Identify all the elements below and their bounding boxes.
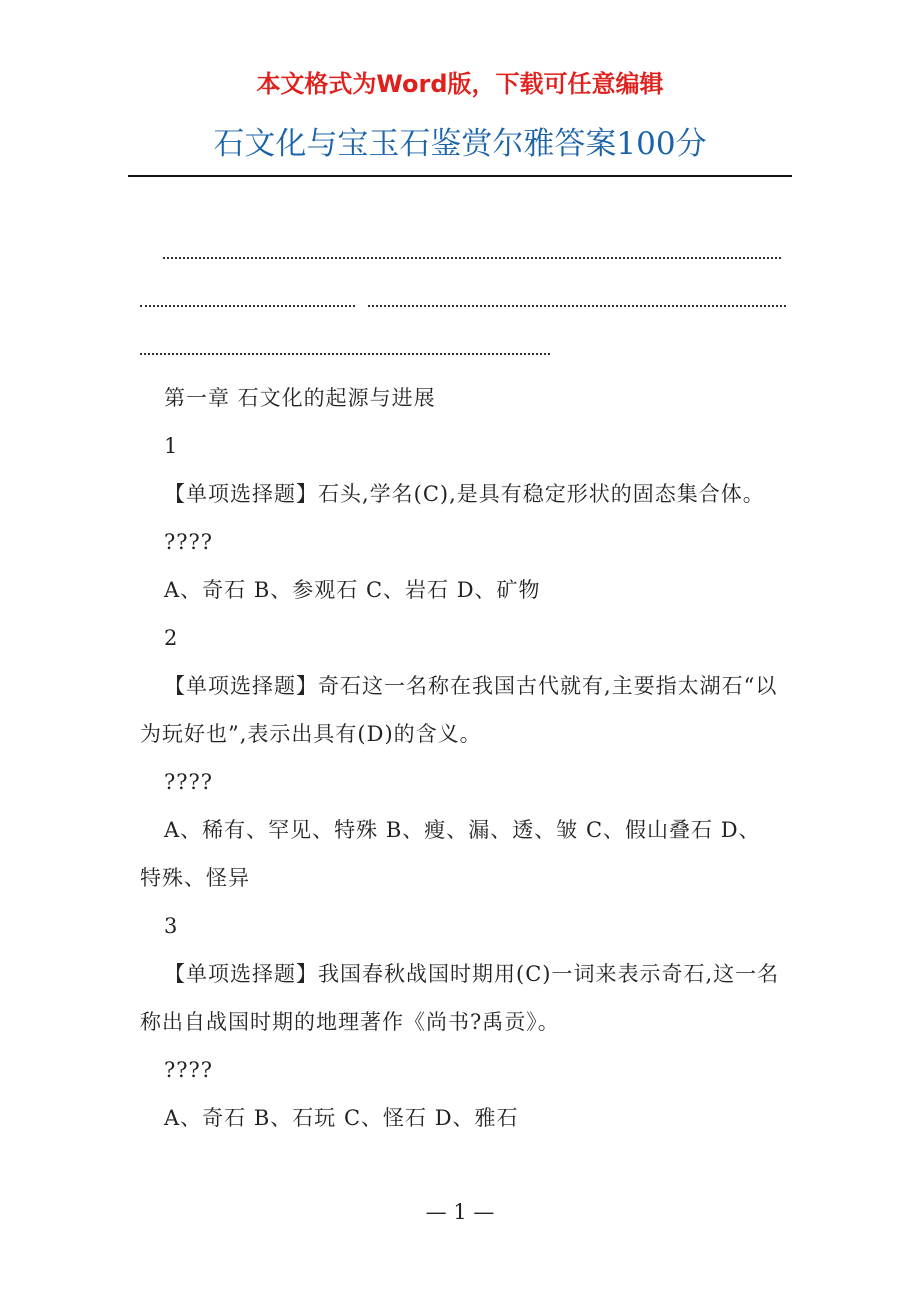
question-stem: 【单项选择题】奇石这一名称在我国古代就有,主要指太湖石“以为玩好也”,表示出具有(D)的含义。 — [140, 674, 778, 746]
question-options: A、稀有、罕见、特殊 B、瘦、漏、透、皱 C、假山叠石 D、特殊、怪异 — [140, 818, 761, 890]
question-number: 1 — [164, 434, 179, 458]
question-number: 2 — [164, 626, 179, 650]
dotted-line — [368, 305, 786, 307]
page-number: — 1 — — [425, 1200, 495, 1224]
question-options: A、奇石 B、参观石 C、岩石 D、矿物 — [164, 578, 541, 602]
dotted-line — [140, 353, 550, 355]
question-stem: 【单项选择题】石头,学名(C),是具有稳定形状的固态集合体。 — [164, 482, 765, 506]
question-number: 3 — [164, 914, 179, 938]
document-title: 石文化与宝玉石鉴赏尔雅答案100分 — [213, 126, 707, 162]
title-divider — [128, 175, 792, 177]
question-options: A、奇石 B、石玩 C、怪石 D、雅石 — [164, 1106, 519, 1130]
dotted-line — [140, 305, 355, 307]
question-stem: 【单项选择题】我国春秋战国时期用(C)一词来表示奇石,这一名称出自战国时期的地理著作《尚书?禹贡》。 — [140, 962, 780, 1034]
document-body — [140, 374, 782, 1142]
question-marks: ???? — [164, 1058, 214, 1082]
word-format-notice: 本文格式为Word版，下载可任意编辑 — [256, 70, 664, 98]
question-marks: ???? — [164, 530, 214, 554]
dotted-line — [163, 257, 781, 259]
chapter-heading: 第一章 石文化的起源与进展 — [164, 386, 436, 410]
question-marks: ???? — [164, 770, 214, 794]
